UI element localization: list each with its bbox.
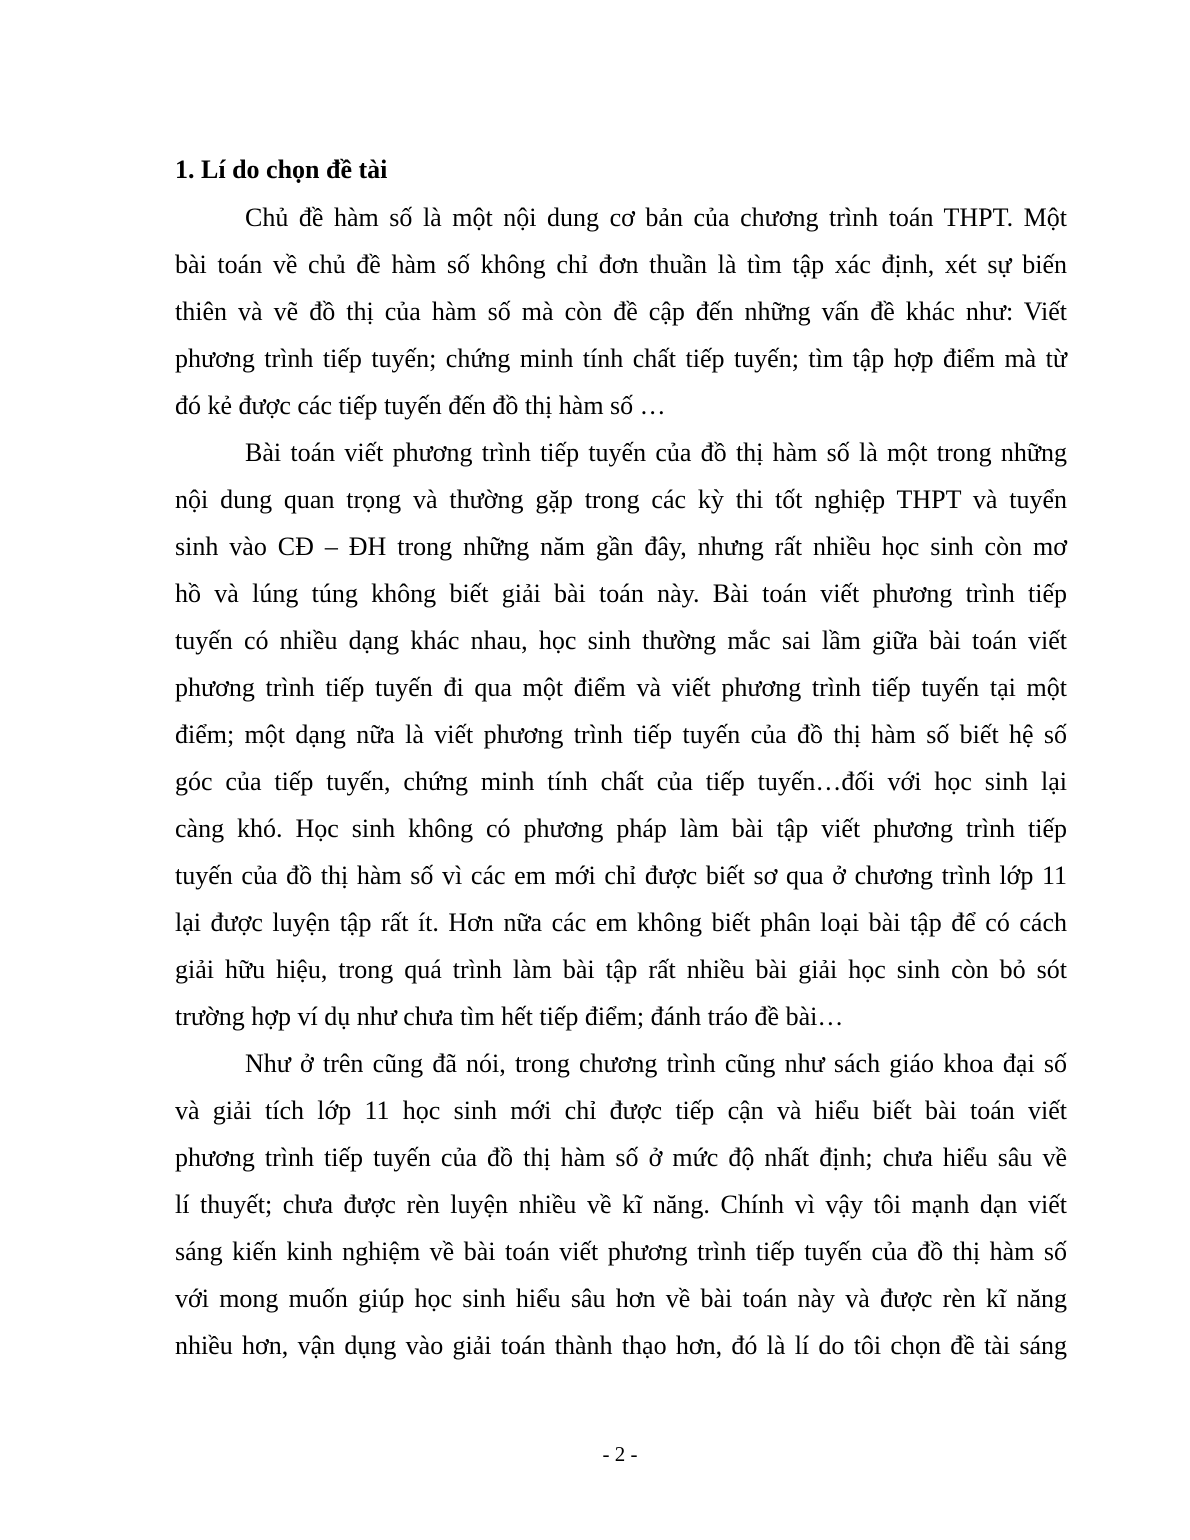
paragraph-1-line-5: đó kẻ được các tiếp tuyến đến đồ thị hàm số … [175,391,666,420]
paragraph-2-line-9: càng khó. Học sinh không có phương pháp làm bài tập viết phương trình tiếp [175,814,1067,843]
paragraph-3-line-2: và giải tích lớp 11 học sinh mới chỉ được tiếp cận và hiểu biết bài toán viết [175,1096,1067,1125]
paragraph-3-line-1: Như ở trên cũng đã nói, trong chương trình cũng như sách giáo khoa đại số [245,1049,1067,1078]
paragraph-3-line-3: phương trình tiếp tuyến của đồ thị hàm số ở mức độ nhất định; chưa hiểu sâu về [175,1143,1067,1172]
paragraph-1-line-1: Chủ đề hàm số là một nội dung cơ bản của chương trình toán THPT. Một [245,203,1067,232]
paragraph-1-line-3: thiên và vẽ đồ thị của hàm số mà còn đề cập đến những vấn đề khác như: Viết [175,297,1067,326]
paragraph-2-line-11: lại được luyện tập rất ít. Hơn nữa các em không biết phân loại bài tập để có cách [175,908,1067,937]
paragraph-1-line-2: bài toán về chủ đề hàm số không chỉ đơn thuần là tìm tập xác định, xét sự biến [175,250,1067,279]
page-number: - 2 - [602,1442,638,1466]
paragraph-3-line-5: sáng kiến kinh nghiệm về bài toán viết phương trình tiếp tuyến của đồ thị hàm số [175,1237,1067,1266]
paragraph-2-line-13: trường hợp ví dụ như chưa tìm hết tiếp điểm; đánh tráo đề bài… [175,1002,844,1031]
paragraph-2-line-3: sinh vào CĐ – ĐH trong những năm gần đây, nhưng rất nhiều học sinh còn mơ [175,532,1067,561]
paragraph-2-line-5: tuyến có nhiều dạng khác nhau, học sinh thường mắc sai lầm giữa bài toán viết [175,626,1067,655]
paragraph-2-line-1: Bài toán viết phương trình tiếp tuyến của đồ thị hàm số là một trong những [245,438,1067,467]
paragraph-2-line-12: giải hữu hiệu, trong quá trình làm bài tập rất nhiều bài giải học sinh còn bỏ sót [175,955,1067,984]
paragraph-3-line-6: với mong muốn giúp học sinh hiểu sâu hơn về bài toán này và được rèn kĩ năng [175,1284,1067,1313]
paragraph-2-line-8: góc của tiếp tuyến, chứng minh tính chất của tiếp tuyến…đối với học sinh lại [175,767,1067,796]
paragraph-2-line-2: nội dung quan trọng và thường gặp trong các kỳ thi tốt nghiệp THPT và tuyển [175,485,1067,514]
section-heading: 1. Lí do chọn đề tài [175,155,388,184]
paragraph-2-line-6: phương trình tiếp tuyến đi qua một điểm và viết phương trình tiếp tuyến tại một [175,673,1067,702]
paragraph-2-line-4: hồ và lúng túng không biết giải bài toán này. Bài toán viết phương trình tiếp [175,579,1067,608]
paragraph-2-line-7: điểm; một dạng nữa là viết phương trình tiếp tuyến của đồ thị hàm số biết hệ số [175,720,1067,749]
paragraph-3-line-7: nhiều hơn, vận dụng vào giải toán thành thạo hơn, đó là lí do tôi chọn đề tài sáng [175,1331,1067,1360]
paragraph-1-line-4: phương trình tiếp tuyến; chứng minh tính chất tiếp tuyến; tìm tập hợp điểm mà từ [175,344,1067,373]
paragraph-3-line-4: lí thuyết; chưa được rèn luyện nhiều về kĩ năng. Chính vì vậy tôi mạnh dạn viết [175,1190,1067,1219]
paragraph-2-line-10: tuyến của đồ thị hàm số vì các em mới chỉ được biết sơ qua ở chương trình lớp 11 [175,861,1067,890]
